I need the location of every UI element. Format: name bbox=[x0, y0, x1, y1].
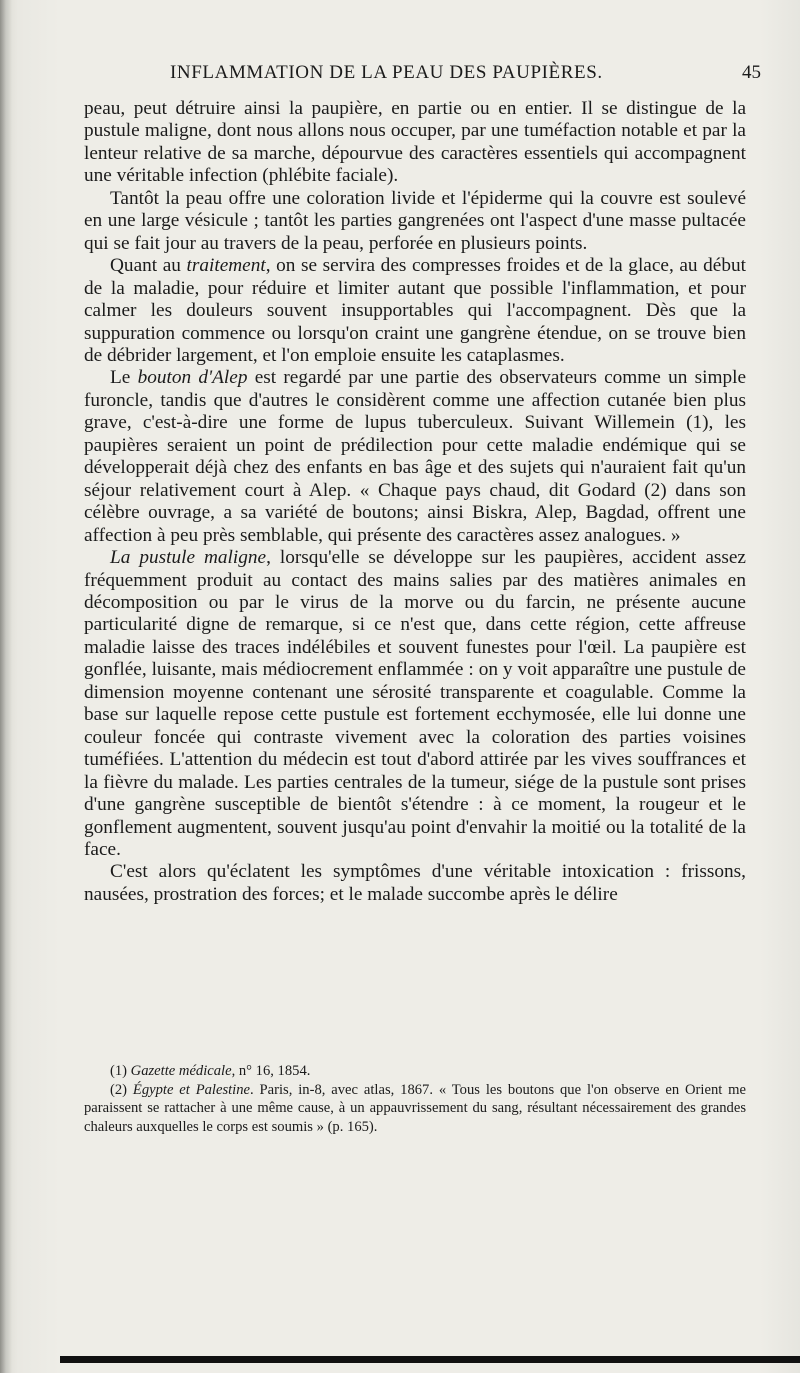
paragraph-1: peau, peut détruire ainsi la paupière, en partie ou en entier. Il se distingue de la pustule maligne, dont nous allons nous occuper, par une tuméfaction notable et par la lenteur relative de sa marche, dépourvue des caractères essentiels qui accompagnent une véritable infection (phlébite faciale). bbox=[84, 98, 746, 187]
paragraph-5 bbox=[84, 547, 746, 861]
paragraph-3-rest: , on se servira des compresses froides et de la glace, au début de la maladie, pour réduire et limiter autant que possible l'inflammation, et pour calmer les douleurs souvent insupportables qui l'accompagnent. Dès que la suppuration commence ou lorsqu'on craint une gangrène étendue, on se trouve bien de débrider largement, et l'on emploie ensuite les cataplasmes. bbox=[84, 255, 746, 366]
paragraph-5-rest: , lorsqu'elle se développe sur les paupières, accident assez fréquemment produit au contact des mains salies par des matières animales en décomposition ou par le virus de la morve ou du farcin, ne présente aucune particularité digne de remarque, si ce n'est que, dans cette région, cette affreuse maladie laisse des traces indélébiles et souvent funestes pour l'œil. La paupière est gonflée, luisante, mais médiocrement enflammée : on y voit apparaître une pustule de dimension moyenne contenant une sérosité transparente et coagulable. Comme la base sur laquelle repose cette pustule est fortement ecchymosée, elle lui donne une couleur foncée qui contraste vivement avec la coloration des parties voisines tuméfiées. L'attention du médecin est tout d'abord attirée par les vives souffrances et la fièvre du malade. Les parties centrales de la tumeur, siége de la pustule sont prises d'une gangrène susceptible de bientôt s'étendre : à ce moment, la rougeur et le gonflement augmentent, souvent jusqu'au point d'envahir la moitié ou la totalité de la face. bbox=[84, 547, 746, 860]
footnote-2-number: (2) bbox=[110, 1081, 133, 1098]
paragraph-2: Tantôt la peau offre une coloration livide et l'épiderme qui la couvre est soulevé en une large vésicule ; tantôt les parties gangrenées ont l'aspect d'une masse pultacée qui se fait jour au travers de la peau, perforée en plusieurs points. bbox=[84, 187, 746, 254]
footnote-1-text: , n° 16, 1854. bbox=[231, 1063, 311, 1079]
paragraph-6: C'est alors qu'éclatent les symptômes d'une véritable intoxication : frissons, nausées, prostration des forces; et le malade succombe après le délire bbox=[84, 861, 746, 905]
footnote-1 bbox=[84, 1062, 746, 1081]
body-text bbox=[84, 98, 746, 906]
footnotes bbox=[84, 1062, 746, 1136]
paragraph-4-lead: Le bbox=[110, 367, 138, 389]
running-header bbox=[0, 62, 800, 88]
running-title: INFLAMMATION DE LA PEAU DES PAUPIÈRES. bbox=[170, 62, 603, 83]
paragraph-4-rest: est regardé par une partie des observateurs comme un simple furoncle, tandis que d'autres le considèrent comme une affection cutanée bien plus grave, c'est-à-dire une forme de lupus tuberculeux. Suivant Willemein (1), les paupières seraient un point de prédilection pour cette maladie endémique qui se développerait déjà chez des enfants en bas âge et des sujets qui n'auraient fait qu'un séjour relativement court à Alep. « Chaque pays chaud, dit Godard (2) dans son célèbre ouvrage, a sa variété de boutons; ainsi Biskra, Alep, Bagdad, offrent une affection à peu près semblable, qui présente des caractères assez analogues. » bbox=[84, 367, 747, 546]
paragraph-3 bbox=[84, 255, 746, 367]
paragraph-4 bbox=[84, 367, 746, 547]
footnote-2-title: Égypte et Palestine bbox=[132, 1081, 251, 1098]
bottom-edge-rule bbox=[60, 1356, 800, 1363]
footnote-2 bbox=[84, 1081, 746, 1137]
footnote-1-number: (1) bbox=[110, 1063, 131, 1079]
page-number: 45 bbox=[742, 62, 761, 83]
footnote-2-text: . Paris, in-8, avec atlas, 1867. « Tous les boutons que l'on observe en Orient me paraissent se rattacher à une même cause, à un appauvrissement du sang, résultant nécessairement des grandes chaleurs auxquelles le corps est soumis » (p. 165). bbox=[84, 1081, 747, 1135]
term-pustule-maligne: La pustule maligne bbox=[110, 547, 267, 569]
term-traitement: traitement bbox=[186, 255, 266, 277]
term-bouton-alep: bouton d'Alep bbox=[137, 367, 248, 389]
paragraph-3-lead: Quant au bbox=[110, 255, 187, 277]
footnote-1-title: Gazette médicale bbox=[130, 1063, 232, 1079]
page-binding-edge bbox=[0, 0, 12, 1373]
